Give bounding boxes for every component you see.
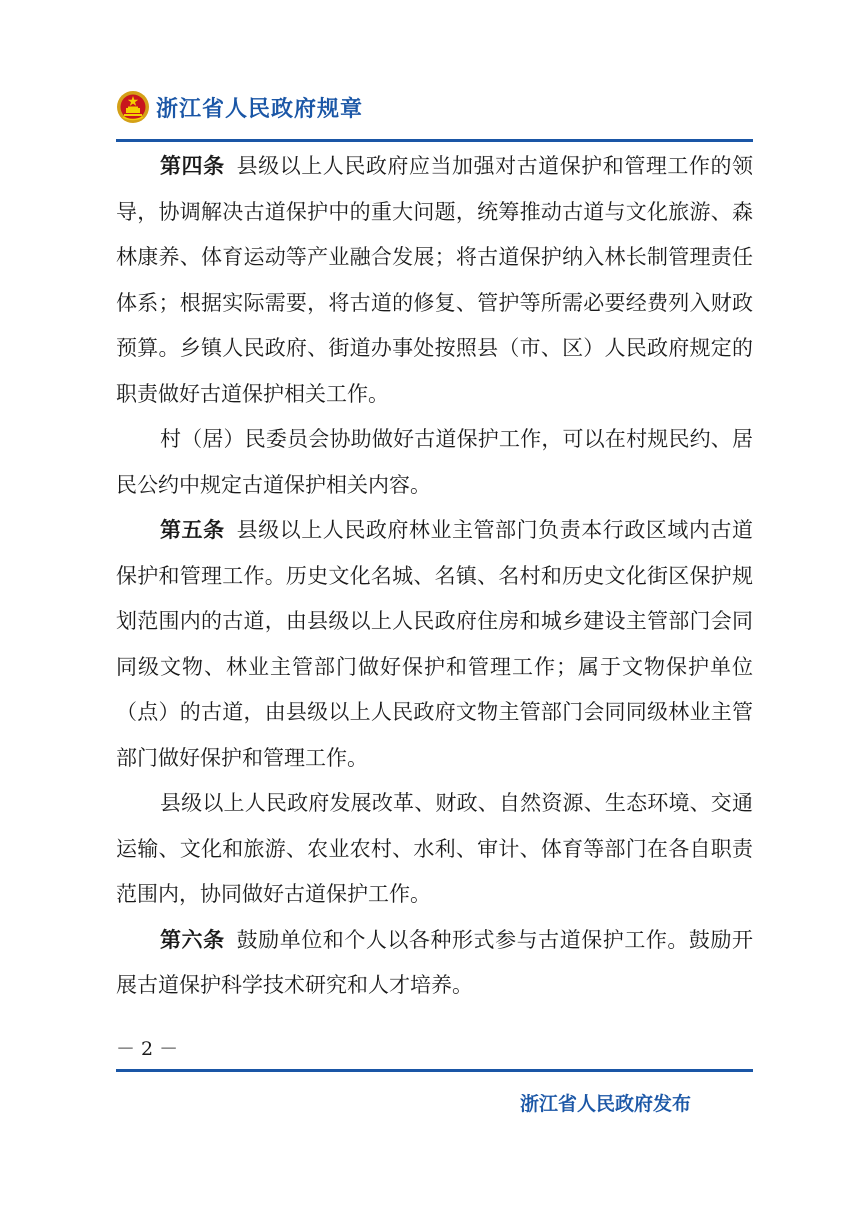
paragraph-article-5-cont bbox=[116, 781, 753, 918]
paragraph-article-4 bbox=[116, 144, 753, 417]
paragraph-text: 县级以上人民政府发展改革、财政、自然资源、生态环境、交通运输、文化和旅游、农业农村、水利、审计、体育等部门在各自职责范围内，协同做好古道保护工作。 bbox=[116, 791, 753, 906]
paragraph-text: 县级以上人民政府林业主管部门负责本行政区域内古道保护和管理工作。历史文化名城、名镇、名村和历史文化街区保护规划范围内的古道，由县级以上人民政府住房和城乡建设主管部门会同同级文物、林业主管部门做好保护和管理工作；属于文物保护单位（点）的古道，由县级以上人民政府文物主管部门会同同级林业主管部门做好保护和管理工作。 bbox=[116, 518, 754, 770]
page-number: － 2 － bbox=[116, 1038, 179, 1060]
article-number: 第六条 bbox=[160, 927, 225, 952]
paragraph-text: 村（居）民委员会协助做好古道保护工作，可以在村规民约、居民公约中规定古道保护相关内容。 bbox=[116, 427, 753, 497]
article-number: 第四条 bbox=[160, 154, 225, 178]
paragraph-text: 县级以上人民政府应当加强对古道保护和管理工作的领导，协调解决古道保护中的重大问题，统筹推动古道与文化旅游、森林康养、体育运动等产业融合发展；将古道保护纳入林长制管理责任体系；根据实际需要，将古道的修复、管护等所需必要经费列入财政预算。乡镇人民政府、街道办事处按照县（市、区）人民政府规定的职责做好古道保护相关工作。 bbox=[116, 154, 754, 406]
document-body bbox=[116, 144, 753, 1009]
page-header bbox=[116, 90, 363, 124]
article-number: 第五条 bbox=[160, 518, 225, 542]
paragraph-article-5 bbox=[116, 508, 753, 781]
paragraph-article-4-cont bbox=[116, 417, 753, 508]
national-emblem-icon bbox=[116, 90, 150, 124]
header-title: 浙江省人民政府规章 bbox=[156, 96, 364, 122]
footer-divider bbox=[116, 1069, 753, 1072]
paragraph-text: 鼓励单位和个人以各种形式参与古道保护工作。鼓励开展古道保护科学技术研究和人才培养。 bbox=[116, 927, 754, 997]
header-divider bbox=[116, 139, 753, 142]
paragraph-article-6 bbox=[116, 918, 753, 1009]
footer-publisher: 浙江省人民政府发布 bbox=[520, 1093, 692, 1115]
